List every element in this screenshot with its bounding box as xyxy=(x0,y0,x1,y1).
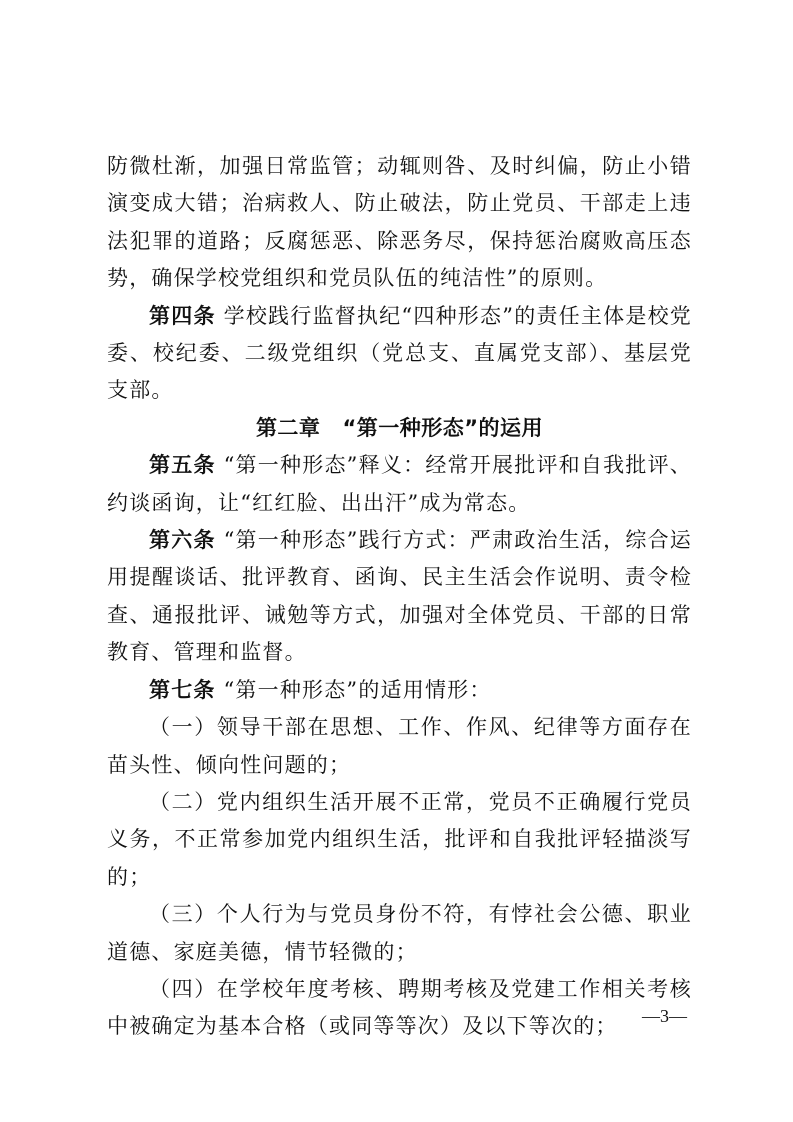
article-label: 第六条 xyxy=(149,528,216,553)
list-item-text: （二）党内组织生活开展不正常，党员不正确履行党员义务，不正常参加党内组织生活，批评和自我批评轻描淡写的； xyxy=(107,789,692,889)
chapter-title: “第一种形态”的运用 xyxy=(342,415,544,440)
article-5 xyxy=(107,447,692,522)
list-item xyxy=(107,971,692,1046)
article-text: “第一种形态”的适用情形： xyxy=(223,677,492,702)
article-4 xyxy=(107,298,692,410)
paragraph-text: 防微杜渐，加强日常监管；动辄则咎、及时纠偏，防止小错演变成大错；治病救人、防止破法，防止党员、干部走上违法犯罪的道路；反腐惩恶、除恶务尽，保持惩治腐败高压态势，确保学校党组织和党员队伍的纯洁性”的原则。 xyxy=(107,154,692,291)
list-item-text: （四）在学校年度考核、聘期考核及党建工作相关考核中被确定为基本合格（或同等等次）及以下等次的； xyxy=(107,976,692,1039)
article-text: “第一种形态”践行方式：严肃政治生活，综合运用提醒谈话、批评教育、函询、民主生活会作说明、责令检查、通报批评、诫勉等方式，加强对全体党员、干部的日常教育、管理和监督。 xyxy=(107,528,692,665)
article-text: 学校践行监督执纪“四种形态”的责任主体是校党委、校纪委、二级党组织（党总支、直属党支部）、基层党支部。 xyxy=(107,303,692,403)
document-body xyxy=(107,148,692,1046)
article-text: “第一种形态”释义：经常开展批评和自我批评、约谈函询，让“红红脸、出出汗”成为常态。 xyxy=(107,453,692,515)
list-item xyxy=(107,709,692,784)
page-number: —3— xyxy=(642,1006,687,1026)
chapter-number: 第二章 xyxy=(255,415,321,440)
list-item xyxy=(107,784,692,896)
article-7 xyxy=(107,672,692,709)
article-6 xyxy=(107,522,692,672)
chapter-heading xyxy=(107,410,692,447)
list-item-text: （一）领导干部在思想、工作、作风、纪律等方面存在苗头性、倾向性问题的； xyxy=(107,715,692,777)
continued-paragraph xyxy=(107,148,692,298)
article-label: 第五条 xyxy=(149,453,216,478)
article-label: 第四条 xyxy=(149,303,216,328)
list-item-text: （三）个人行为与党员身份不符，有悖社会公德、职业道德、家庭美德，情节轻微的； xyxy=(107,902,692,964)
article-label: 第七条 xyxy=(149,677,216,702)
list-item xyxy=(107,896,692,971)
